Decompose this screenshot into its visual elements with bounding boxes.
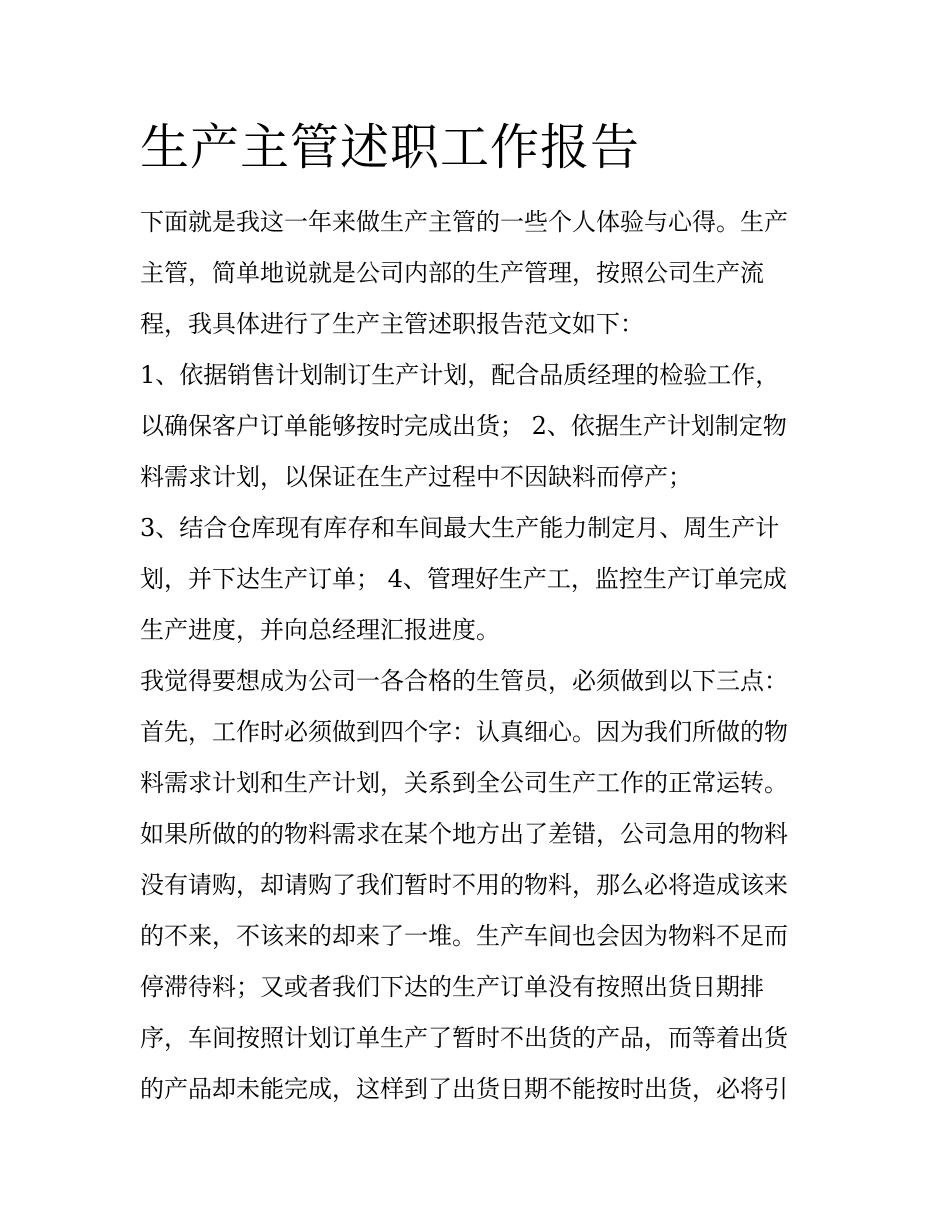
body-line: 料需求计划和生产计划，关系到全公司生产工作的正常运转。 [140, 769, 788, 797]
document-title: 生产主管述职工作报告 [140, 119, 641, 176]
body-line: 程，我具体进行了生产主管述职报告范文如下： [140, 310, 644, 338]
body-line: 的产品却未能完成，这样到了出货日期不能按时出货，必将引 [140, 1075, 788, 1103]
body-line: 我觉得要想成为公司一各合格的生管员，必须做到以下三点： [140, 667, 788, 695]
body-line: 1、依据销售计划制订生产计划，配合品质经理的检验工作， [140, 361, 780, 389]
body-line: 序，车间按照计划订单生产了暂时不出货的产品，而等着出货 [140, 1024, 788, 1052]
body-line: 3、结合仓库现有库存和车间最大生产能力制定月、周生产计 [140, 514, 780, 542]
body-line: 划，并下达生产订单； 4、管理好生产工，监控生产订单完成 [140, 565, 787, 593]
body-line: 没有请购，却请购了我们暂时不用的物料，那么必将造成该来 [140, 871, 788, 899]
body-line: 生产进度，并向总经理汇报进度。 [140, 616, 500, 644]
body-line: 首先，工作时必须做到四个字：认真细心。因为我们所做的物 [140, 718, 788, 746]
body-line: 以确保客户订单能够按时完成出货； 2、依据生产计划制定物 [140, 412, 787, 440]
body-line: 主管，简单地说就是公司内部的生产管理，按照公司生产流 [140, 259, 764, 287]
body-line: 停滞待料；又或者我们下达的生产订单没有按照出货日期排 [140, 973, 764, 1001]
body-line: 料需求计划，以保证在生产过程中不因缺料而停产； [140, 463, 692, 491]
body-line: 如果所做的的物料需求在某个地方出了差错，公司急用的物料 [140, 820, 788, 848]
body-line: 的不来，不该来的却来了一堆。生产车间也会因为物料不足而 [140, 922, 788, 950]
document-body [140, 197, 820, 1115]
body-line: 下面就是我这一年来做生产主管的一些个人体验与心得。生产 [140, 208, 788, 236]
